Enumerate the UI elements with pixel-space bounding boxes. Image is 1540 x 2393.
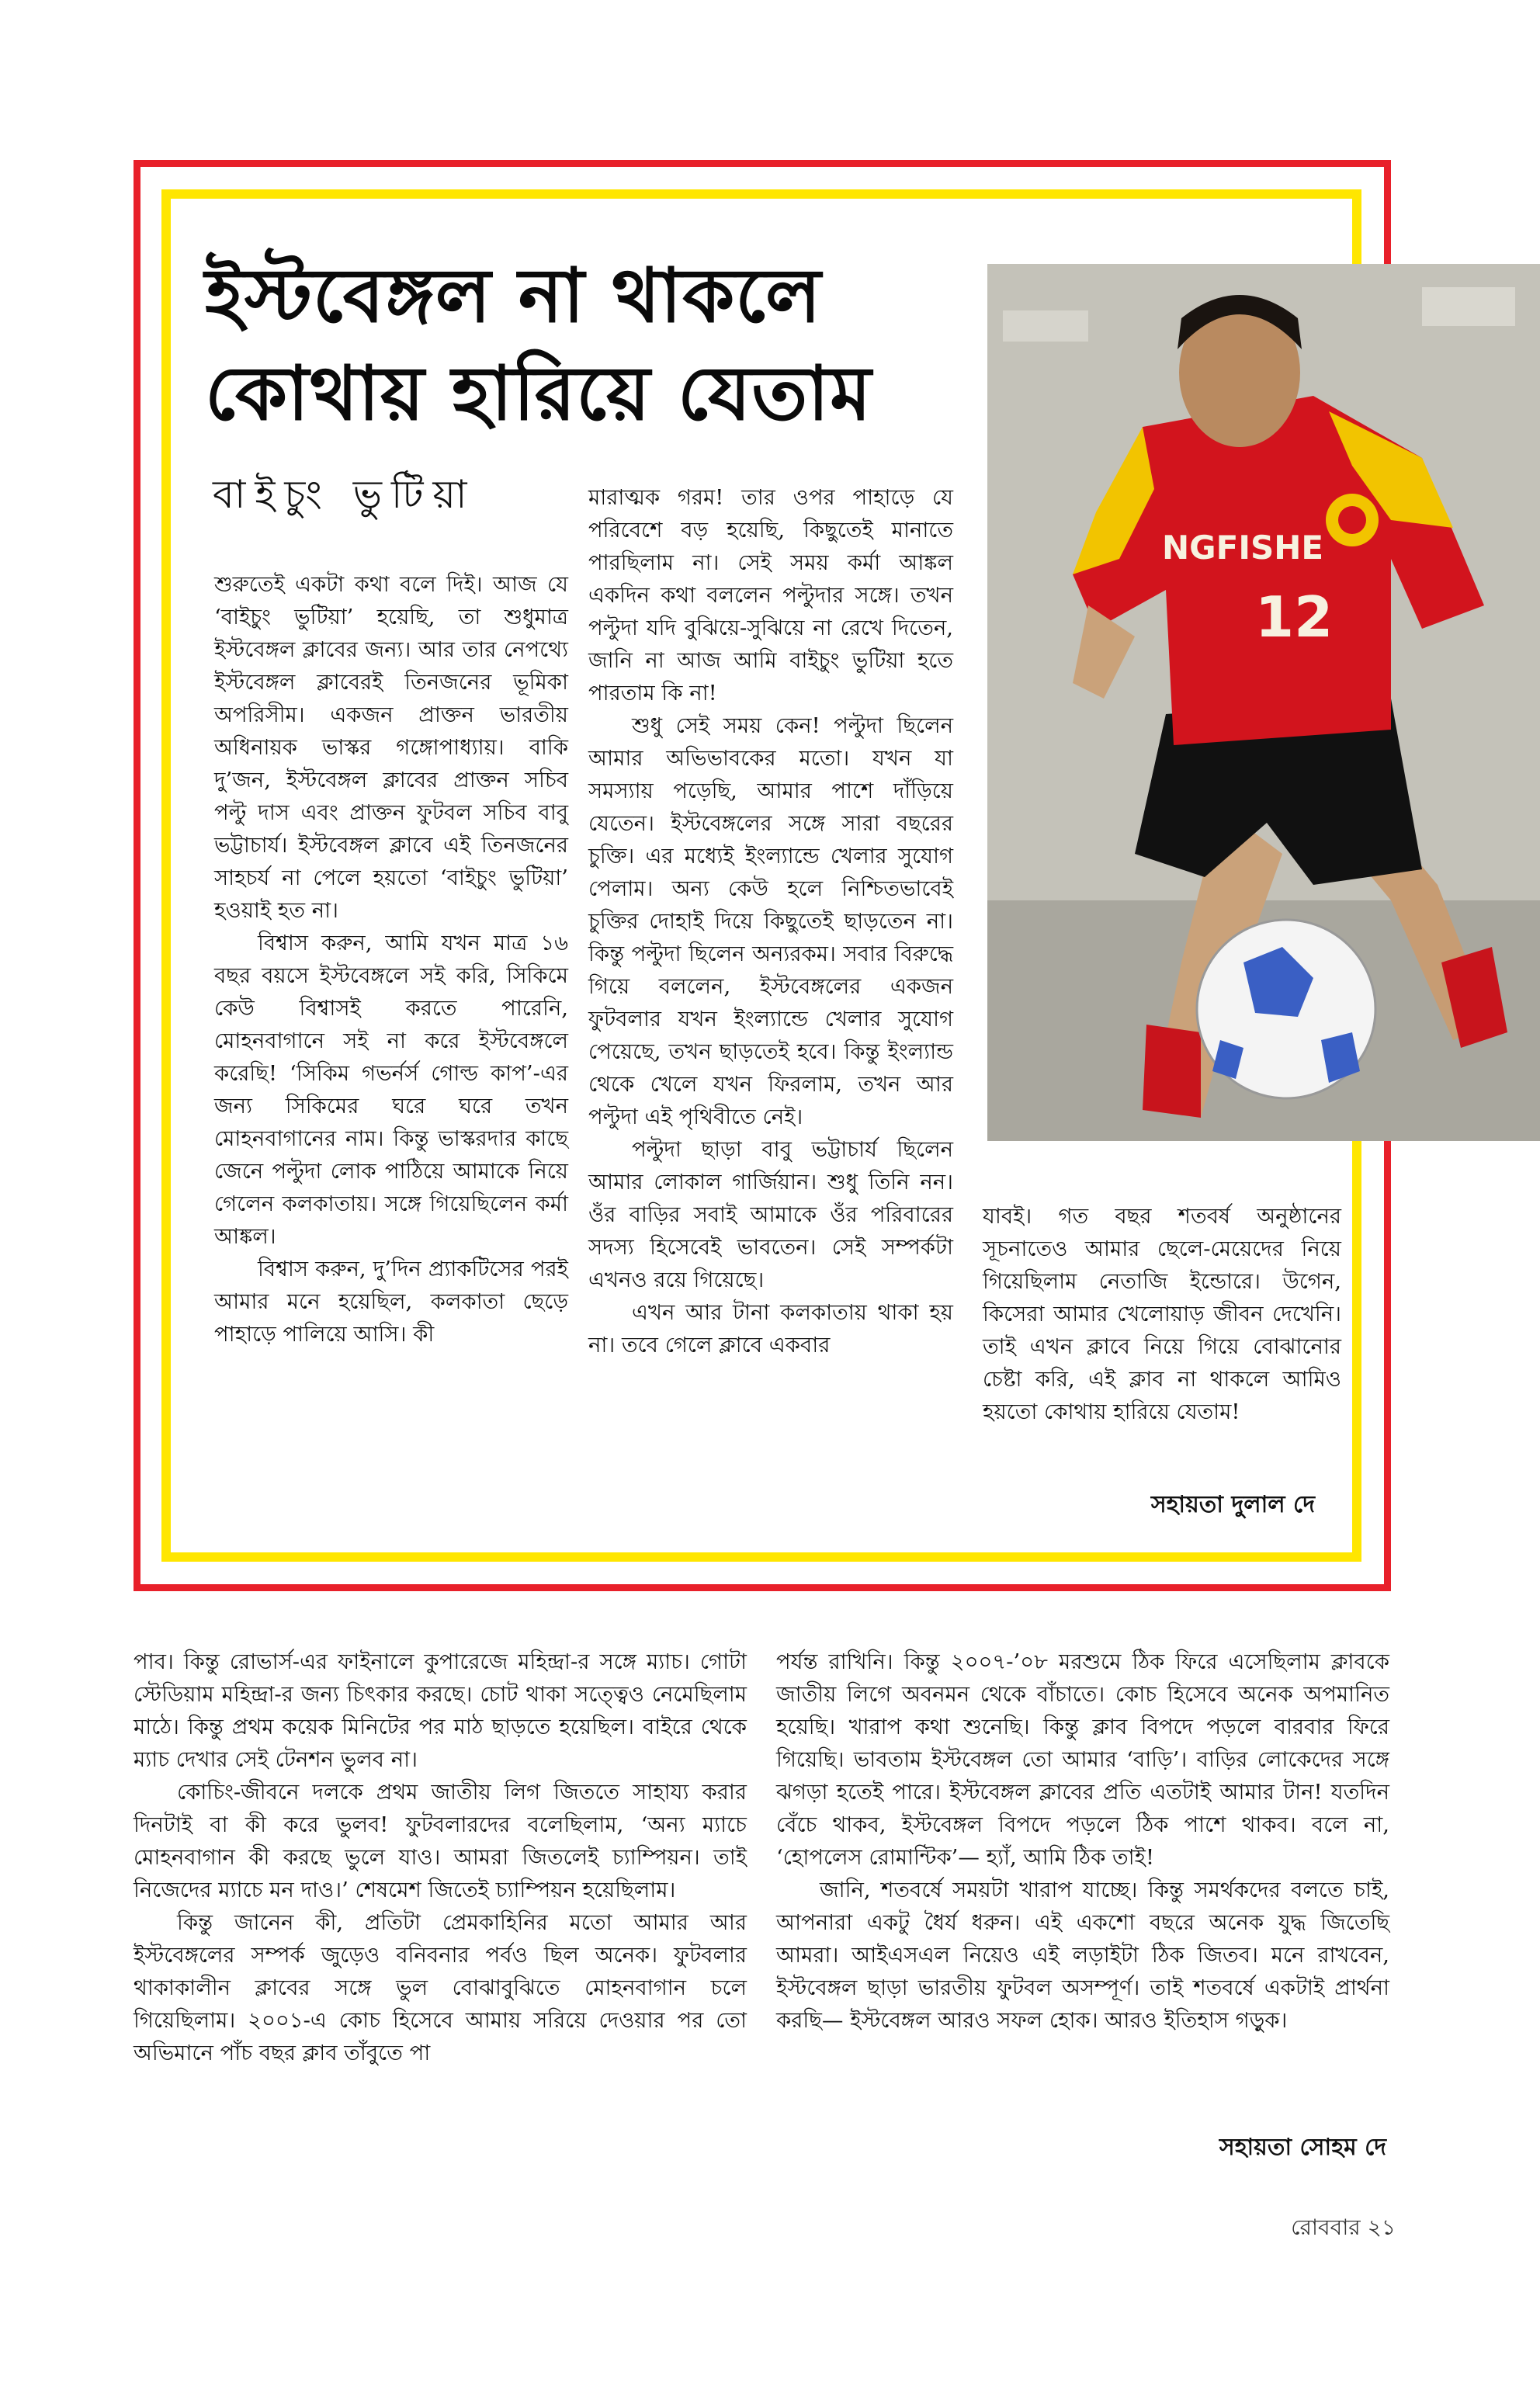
bottom-column-1 bbox=[134, 1646, 747, 2069]
paragraph: বিশ্বাস করুন, দু’দিন প্র্যাকটিসের পরই আমার মনে হয়েছিল, কলকাতা ছেড়ে পাহাড়ে পালিয়ে আসি। কী bbox=[214, 1257, 568, 1347]
article-column-1 bbox=[214, 568, 568, 1351]
headline-line-1: ইস্টবেঙ্গল না থাকলে bbox=[205, 251, 822, 339]
paragraph: মারাত্মক গরম! তার ওপর পাহাড়ে যে পরিবেশে বড় হয়েছি, কিছুতেই মানাতে পারছিলাম না। সেই সময় কর্মা আঙ্কল একদিন কথা বললেন পল্টুদার সঙ্গে। তখন পল্টুদা যদি বুঝিয়ে-সুঝিয়ে না রেখে দিতেন, জানি না আজ আমি বাইচুং ভুটিয়া হতে পারতাম কি না! bbox=[588, 485, 953, 706]
article-column-3 bbox=[983, 1200, 1341, 1428]
article-column-2 bbox=[588, 481, 953, 1361]
paragraph: যাবই। গত বছর শতবর্ষ অনুষ্ঠানের সূচনাতেও আমার ছেলে-মেয়েদের নিয়ে গিয়েছিলাম নেতাজি ইন্ডোরে। উগেন, কিসেরা আমার খেলোয়াড় জীবন দেখেনি। তাই এখন ক্লাবে নিয়ে গিয়ে বোঝানোর চেষ্টা করি, এই ক্লাব না থাকলে আমিও হয়তো কোথায় হারিয়ে যেতাম! bbox=[983, 1204, 1341, 1424]
paragraph: কিন্তু জানেন কী, প্রতিটা প্রেমকাহিনির মতো আমার আর ইস্টবেঙ্গলের সম্পর্ক জুড়েও বনিবনার পর্বও ছিল অনেক। ফুটবলার থাকাকালীন ক্লাবের সঙ্গে ভুল বোঝাবুঝিতে মোহনবাগান চলে গিয়েছিলাম। ২০০১-এ কোচ হিসেবে আমায় সরিয়ে দেওয়ার পর তো অভিমানে পাঁচ বছর ক্লাব তাঁবুতে পা bbox=[134, 1910, 747, 2065]
paragraph: পর্যন্ত রাখিনি। কিন্তু ২০০৭-’০৮ মরশুমে ঠিক ফিরে এসেছিলাম ক্লাবকে জাতীয় লিগে অবনমন থেকে বাঁচাতে। কোচ হিসেবে অনেক অপমানিত হয়েছি। খারাপ কথা শুনেছি। কিন্তু ক্লাব বিপদে পড়লে বারবার ফিরে গিয়েছি। ভাবতাম ইস্টবেঙ্গল তো আমার ‘বাড়ি’। বাড়ির লোকেদের সঙ্গে ঝগড়া হতেই পারে। ইস্টবেঙ্গল ক্লাবের প্রতি এতটাই আমার টান! যতদিন বেঁচে থাকব, ইস্টবেঙ্গল বিপদে পড়লে ঠিক পাশে থাকব। বলে না, ‘হোপলেস রোমান্টিক’— হ্যাঁ, আমি ঠিক তাই! bbox=[776, 1649, 1389, 1870]
paragraph: শুধু সেই সময় কেন! পল্টুদা ছিলেন আমার অভিভাবকের মতো। যখন যা সমস্যায় পড়েছি, আমার পাশে দাঁড়িয়ে যেতেন। ইস্টবেঙ্গলের সঙ্গে সারা বছরের চুক্তি। এর মধ্যেই ইংল্যান্ডে খেলার সুযোগ পেলাম। অন্য কেউ হলে নিশ্চিতভাবেই চুক্তির দোহাই দিয়ে কিছুতেই ছাড়তেন না। কিন্তু পল্টুদা ছিলেন অন্যরকম। সবার বিরুদ্ধে গিয়ে বললেন, ইস্টবেঙ্গলের একজন ফুটবলার যখন ইংল্যান্ডে খেলার সুযোগ পেয়েছে, তখন ছাড়তেই হবে। কিন্তু ইংল্যান্ড থেকে খেলে যখন ফিরলাম, তখন আর পল্টুদা এই পৃথিবীতে নেই। bbox=[588, 713, 953, 1129]
player-photo bbox=[987, 264, 1540, 1141]
page-folio: রোববার ২১ bbox=[1291, 2214, 1396, 2240]
paragraph: শুরুতেই একটা কথা বলে দিই। আজ যে ‘বাইচুং ভুটিয়া’ হয়েছি, তা শুধুমাত্র ইস্টবেঙ্গল ক্লাবের জন্য। আর তার নেপথ্যে ইস্টবেঙ্গল ক্লাবেরই তিনজনের ভূমিকা অপরিসীম। একজন প্রাক্তন ভারতীয় অধিনায়ক ভাস্কর গঙ্গোপাধ্যায়। বাকি দু’জন, ইস্টবেঙ্গল ক্লাবের প্রাক্তন সচিব পল্টু দাস এবং প্রাক্তন ফুটবল সচিব বাবু ভট্টাচার্য। ইস্টবেঙ্গল ক্লাবে এই তিনজনের সাহচর্য না পেলে হয়তো ‘বাইচুং ভুটিয়া’ হওয়াই হত না। bbox=[214, 572, 568, 923]
paragraph: কোচিং-জীবনে দলকে প্রথম জাতীয় লিগ জিততে সাহায্য করার দিনটাই বা কী করে ভুলব! ফুটবলারদের বলেছিলাম, ‘অন্য ম্যাচে মোহনবাগান কী করছে ভুলে যাও। আমরা জিতলেই চ্যাম্পিয়ন। তাই নিজেদের ম্যাচে মন দাও।’ শেষমেশ জিতেই চ্যাম্পিয়ন হয়েছিলাম। bbox=[134, 1780, 747, 1902]
author-byline: বাইচুং ভুটিয়া bbox=[213, 472, 477, 517]
paragraph: এখন আর টানা কলকাতায় থাকা হয় না। তবে গেলে ক্লাবে একবার bbox=[588, 1300, 953, 1358]
paragraph: জানি, শতবর্ষে সময়টা খারাপ যাচ্ছে। কিন্তু সমর্থকদের বলতে চাই, আপনারা একটু ধৈর্য ধরুন। এই একশো বছরে অনেক যুদ্ধ জিতেছি আমরা। আইএসএল নিয়েও এই লড়াইটা ঠিক জিতব। মনে রাখবেন, ইস্টবেঙ্গল ছাড়া ভারতীয় ফুটবল অসম্পূর্ণ। তাই শতবর্ষে একটাই প্রার্থনা করছি— ইস্টবেঙ্গল আরও সফল হোক। আরও ইতিহাস গড়ুক। bbox=[776, 1878, 1389, 2033]
footballer-illustration bbox=[987, 264, 1540, 1141]
jersey-text: NGFISHE bbox=[1162, 529, 1324, 567]
paragraph: পাব। কিন্তু রোভার্স-এর ফাইনালে কুপারেজে মহিন্দ্রা-র সঙ্গে ম্যাচ। গোটা স্টেডিয়াম মহিন্দ্রা-র জন্য চিৎকার করছে। চোট থাকা সত্ত্বেও নেমেছিলাম মাঠে। কিন্তু প্রথম কয়েক মিনিটের পর মাঠ ছাড়তে হয়েছিল। বাইরে থেকে ম্যাচ দেখার সেই টেনশন ভুলব না। bbox=[134, 1649, 747, 1772]
paragraph: পল্টুদা ছাড়া বাবু ভট্টাচার্য ছিলেন আমার লোকাল গার্জিয়ান। শুধু তিনি নন। ওঁর বাড়ির সবাই আমাকে ওঁর পরিবারের সদস্য হিসেবেই ভাবতেন। সেই সম্পর্কটা এখনও রয়ে গিয়েছে। bbox=[588, 1137, 953, 1292]
article-credit: সহায়তা দুলাল দে bbox=[1150, 1491, 1315, 1518]
bottom-credit: সহায়তা সোহম দে bbox=[1219, 2134, 1386, 2161]
headline-line-2: কোথায় হারিয়ে যেতাম bbox=[205, 349, 872, 437]
paragraph: বিশ্বাস করুন, আমি যখন মাত্র ১৬ বছর বয়সে ইস্টবেঙ্গলে সই করি, সিকিমে কেউ বিশ্বাসই করতে পারেনি, মোহনবাগানে সই না করে ইস্টবেঙ্গলে করেছি! ‘সিকিম গভর্নর্স গোল্ড কাপ’-এর জন্য সিকিমের ঘরে ঘরে তখন মোহনবাগানের নাম। কিন্তু ভাস্করদার কাছে জেনে পল্টুদা লোক পাঠিয়ে আমাকে নিয়ে গেলেন কলকাতায়। সঙ্গে গিয়েছিলেন কর্মা আঙ্কল। bbox=[214, 931, 568, 1249]
jersey-number: 12 bbox=[1255, 584, 1334, 650]
article-headline bbox=[205, 247, 981, 442]
bottom-column-2 bbox=[776, 1646, 1389, 2037]
